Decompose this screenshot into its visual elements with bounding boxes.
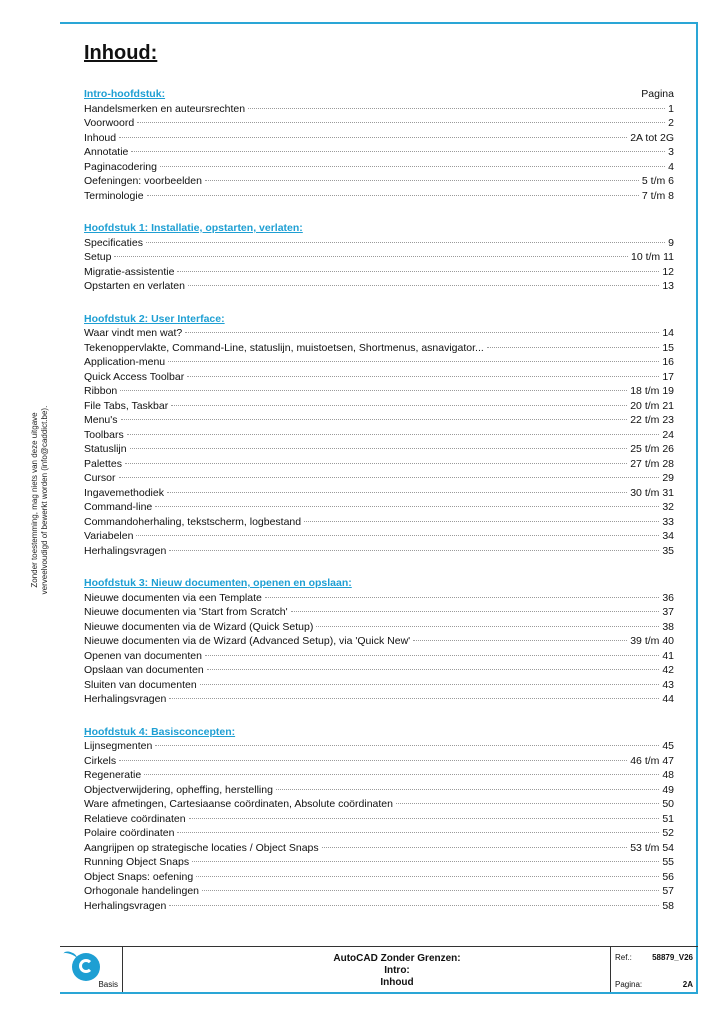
- dot-leader: [205, 655, 659, 656]
- toc-entry: [84, 471, 674, 486]
- toc-entry-label: Opslaan van documenten: [84, 664, 204, 676]
- dot-leader: [487, 347, 660, 348]
- toc-entry: [84, 870, 674, 885]
- toc-entry-page: 32: [662, 501, 674, 513]
- toc-entry: [84, 399, 674, 414]
- toc-entry-page: 55: [662, 856, 674, 868]
- toc-entry-label: Terminologie: [84, 189, 144, 202]
- dot-leader: [125, 463, 627, 464]
- toc-entry-label: Menu's: [84, 414, 118, 426]
- dot-leader: [169, 550, 659, 551]
- toc-entry-label: Orhogonale handelingen: [84, 885, 200, 897]
- toc-entry-page: 16: [662, 356, 674, 368]
- toc-entry-label: Toolbars: [84, 428, 124, 441]
- toc-entry: [84, 500, 674, 515]
- toc-entry-label: Quick Access Toolbar: [84, 370, 185, 383]
- toc-entry-page: 4: [668, 160, 674, 173]
- toc-entry-page: 36: [662, 591, 674, 604]
- page-column-header: Pagina: [641, 88, 674, 100]
- dot-leader: [192, 861, 659, 862]
- toc-entry-label: Sluiten van documenten: [84, 678, 197, 691]
- toc-entry-label: Tekenoppervlakte, Command-Line, statuslijn, muistoetsen, Shortmenus, asnavigator...: [84, 341, 484, 354]
- toc-entry-page: 56: [662, 870, 674, 883]
- toc-entry-label: Application-menu: [84, 356, 166, 368]
- toc-entry: [84, 754, 674, 769]
- section-title: Hoofdstuk 1: Installatie, opstarten, verlaten:: [84, 222, 303, 234]
- dot-leader: [131, 151, 665, 152]
- toc-entry-page: 1: [668, 102, 674, 115]
- toc-entry-page: 37: [662, 606, 674, 618]
- toc-entry-label: Commandoherhaling, tekstscherm, logbestand: [84, 515, 302, 528]
- toc-entry-page: 39 t/m 40: [630, 635, 674, 647]
- dot-leader: [155, 745, 659, 746]
- toc-entry: [84, 145, 674, 160]
- toc-entry: [84, 634, 674, 649]
- toc-entry-label: Variabelen: [84, 530, 134, 542]
- toc-entry: [84, 739, 674, 754]
- logo-cell: [60, 947, 123, 992]
- toc-entry-label: Setup: [84, 251, 112, 263]
- dot-leader: [187, 376, 659, 377]
- dot-leader: [413, 640, 627, 641]
- dot-leader: [177, 832, 659, 833]
- toc-entry: [84, 116, 674, 131]
- side-note-line: Zonder toestemming, mag niets van deze uitgave: [30, 412, 39, 588]
- dot-leader: [322, 847, 628, 848]
- toc-entry: [84, 413, 674, 428]
- toc-section: [84, 221, 674, 294]
- side-note-line: verveelvoudigd of bewerkt worden (info@caddict.be).: [40, 405, 49, 595]
- toc-entry: [84, 768, 674, 783]
- toc-entry-label: Object Snaps: oefening: [84, 870, 194, 883]
- dot-leader: [146, 242, 665, 243]
- toc-entry-page: 25 t/m 26: [630, 443, 674, 455]
- dot-leader: [119, 760, 627, 761]
- toc-entry-page: 17: [662, 370, 674, 383]
- toc-entry-page: 53 t/m 54: [630, 841, 674, 854]
- toc-entry-page: 10 t/m 11: [631, 251, 674, 263]
- dot-leader: [265, 597, 659, 598]
- toc-entry-page: 27 t/m 28: [630, 457, 674, 470]
- toc-entry: [84, 826, 674, 841]
- toc-entry-label: Herhalingsvragen: [84, 899, 167, 912]
- toc-entry-label: Ribbon: [84, 385, 118, 397]
- toc-entry-label: Relatieve coördinaten: [84, 812, 186, 825]
- toc-entry: [84, 663, 674, 678]
- toc-entry-label: Aangrijpen op strategische locaties / Object Snaps: [84, 841, 319, 854]
- dot-leader: [291, 611, 660, 612]
- toc-entry-page: 50: [662, 798, 674, 810]
- footer-title-cell: [123, 947, 671, 992]
- ref-value: 58879_V26: [652, 953, 693, 962]
- toc-entry: [84, 265, 674, 280]
- toc-entry-label: Waar vindt men wat?: [84, 327, 183, 339]
- toc-entry-label: Oefeningen: voorbeelden: [84, 175, 202, 187]
- page-title: Inhoud:: [84, 42, 158, 64]
- dot-leader: [169, 698, 659, 699]
- toc-entry: [84, 783, 674, 798]
- dot-leader: [396, 803, 659, 804]
- toc-entry: [84, 486, 674, 501]
- toc-entry-page: 2: [668, 117, 674, 129]
- toc-entry: [84, 428, 674, 443]
- toc-entry-label: Running Object Snaps: [84, 856, 190, 868]
- dot-leader: [177, 271, 659, 272]
- toc-entry-label: Nieuwe documenten via een Template: [84, 591, 262, 604]
- toc-entry-label: Statuslijn: [84, 443, 127, 455]
- logo-c-icon: [79, 959, 93, 973]
- frame-right-border: [696, 22, 698, 994]
- toc-entry: [84, 812, 674, 827]
- toc-entry-label: Objectverwijdering, opheffing, herstelling: [84, 783, 273, 796]
- toc-entry-label: Nieuwe documenten via 'Start from Scratch': [84, 606, 288, 618]
- footer-line-2: Intro:: [384, 965, 410, 976]
- dot-leader: [202, 890, 659, 891]
- toc-entry-label: Cirkels: [84, 754, 117, 767]
- dot-leader: [207, 669, 660, 670]
- toc-entry-page: 30 t/m 31: [630, 486, 674, 499]
- toc-section: [84, 87, 674, 203]
- dot-leader: [276, 789, 659, 790]
- toc-entry: [84, 620, 674, 635]
- dot-leader: [205, 180, 639, 181]
- dot-leader: [136, 535, 659, 536]
- toc-entry: [84, 236, 674, 251]
- toc-entry: [84, 899, 674, 914]
- toc-section: [84, 576, 674, 707]
- toc-entry-label: Ware afmetingen, Cartesiaanse coördinaten, Absolute coördinaten: [84, 798, 393, 810]
- dot-leader: [167, 492, 627, 493]
- dot-leader: [196, 876, 659, 877]
- toc-entry: [84, 544, 674, 559]
- toc-entry-page: 5 t/m 6: [641, 175, 674, 187]
- page-value: 2A: [682, 980, 693, 989]
- toc-entry: [84, 678, 674, 693]
- section-header: [84, 312, 674, 327]
- toc-entry-page: 34: [662, 530, 674, 542]
- toc-entry: [84, 442, 674, 457]
- toc-entry: [84, 279, 674, 294]
- toc-entry-label: Paginacodering: [84, 160, 157, 173]
- dot-leader: [119, 477, 660, 478]
- dot-leader: [185, 332, 659, 333]
- toc-entry: [84, 250, 674, 265]
- dot-leader: [316, 626, 659, 627]
- dot-leader: [189, 818, 660, 819]
- dot-leader: [127, 434, 660, 435]
- toc-entry-page: 57: [662, 885, 674, 897]
- dot-leader: [248, 108, 665, 109]
- dot-leader: [144, 774, 659, 775]
- toc-entry: [84, 341, 674, 356]
- toc-entry-label: Voorwoord: [84, 117, 135, 129]
- toc-entry: [84, 189, 674, 204]
- frame-top-border: [60, 22, 698, 24]
- toc-entry: [84, 102, 674, 117]
- toc-entry-label: Herhalingsvragen: [84, 544, 167, 557]
- toc-entry-label: Regeneratie: [84, 769, 142, 781]
- dot-leader: [114, 256, 628, 257]
- dot-leader: [130, 448, 628, 449]
- toc-entry-page: 43: [662, 678, 674, 691]
- toc-entry: [84, 355, 674, 370]
- toc-entry-label: Polaire coördinaten: [84, 827, 175, 839]
- ref-label: Ref.:: [615, 953, 632, 962]
- dot-leader: [160, 166, 665, 167]
- toc-entry-page: 42: [662, 664, 674, 676]
- toc-section: [84, 725, 674, 914]
- toc-entry-label: Specificaties: [84, 236, 143, 249]
- toc-entry: [84, 515, 674, 530]
- dot-leader: [200, 684, 660, 685]
- dot-leader: [120, 390, 627, 391]
- table-of-contents: [84, 87, 674, 931]
- toc-entry-label: Palettes: [84, 457, 122, 470]
- toc-entry-page: 13: [662, 280, 674, 292]
- toc-entry-page: 29: [662, 472, 674, 484]
- dot-leader: [188, 285, 659, 286]
- dot-leader: [137, 122, 665, 123]
- toc-entry-label: Lijnsegmenten: [84, 740, 153, 752]
- toc-entry-page: 45: [662, 740, 674, 752]
- section-title: Intro-hoofdstuk:: [84, 88, 166, 100]
- dot-leader: [169, 905, 659, 906]
- page-footer: [60, 946, 698, 993]
- toc-entry: [84, 855, 674, 870]
- page-label: Pagina:: [615, 980, 643, 989]
- section-header: [84, 221, 674, 236]
- toc-entry-label: Handelsmerken en auteursrechten: [84, 102, 246, 115]
- toc-entry-label: Command-line: [84, 501, 153, 513]
- toc-entry-label: Nieuwe documenten via de Wizard (Quick Setup): [84, 620, 314, 633]
- dot-leader: [168, 361, 659, 362]
- toc-entry: [84, 797, 674, 812]
- toc-entry-page: 24: [662, 428, 674, 441]
- toc-entry-page: 20 t/m 21: [630, 399, 674, 412]
- toc-entry: [84, 370, 674, 385]
- toc-entry-page: 15: [662, 341, 674, 354]
- toc-entry: [84, 326, 674, 341]
- toc-entry-page: 18 t/m 19: [630, 385, 674, 397]
- toc-entry: [84, 884, 674, 899]
- copyright-side-note: [30, 400, 60, 600]
- toc-entry-label: Herhalingsvragen: [84, 693, 167, 705]
- toc-entry-page: 12: [662, 265, 674, 278]
- footer-line-1: AutoCAD Zonder Grenzen:: [333, 953, 461, 964]
- toc-entry: [84, 529, 674, 544]
- footer-line-3: Inhoud: [380, 977, 414, 988]
- toc-entry-page: 41: [662, 649, 674, 662]
- toc-entry: [84, 591, 674, 606]
- toc-entry-page: 9: [668, 236, 674, 249]
- toc-entry: [84, 174, 674, 189]
- toc-entry-page: 7 t/m 8: [641, 189, 674, 202]
- toc-entry-label: Migratie-assistentie: [84, 265, 175, 278]
- dot-leader: [171, 405, 627, 406]
- toc-entry-page: 38: [662, 620, 674, 633]
- toc-entry: [84, 692, 674, 707]
- toc-entry-page: 49: [662, 783, 674, 796]
- toc-entry-label: Nieuwe documenten via de Wizard (Advanced Setup), via 'Quick New': [84, 635, 411, 647]
- toc-entry: [84, 605, 674, 620]
- toc-section: [84, 312, 674, 559]
- logo-level-label: Basis: [98, 980, 118, 989]
- toc-entry: [84, 384, 674, 399]
- dot-leader: [119, 137, 627, 138]
- toc-entry-label: Opstarten en verlaten: [84, 280, 185, 292]
- toc-entry-page: 48: [662, 769, 674, 781]
- toc-entry: [84, 649, 674, 664]
- toc-entry-page: 14: [662, 327, 674, 339]
- toc-entry: [84, 131, 674, 146]
- toc-entry-page: 33: [662, 515, 674, 528]
- toc-entry-label: Inhoud: [84, 131, 117, 144]
- dot-leader: [155, 506, 659, 507]
- toc-entry: [84, 457, 674, 472]
- section-header: [84, 576, 674, 591]
- toc-entry-page: 44: [662, 693, 674, 705]
- dot-leader: [304, 521, 659, 522]
- footer-ref-cell: [610, 947, 697, 992]
- toc-entry-page: 22 t/m 23: [630, 414, 674, 426]
- toc-entry: [84, 841, 674, 856]
- toc-entry-page: 3: [668, 146, 674, 158]
- section-title: Hoofdstuk 3: Nieuw documenten, openen en opslaan:: [84, 577, 352, 589]
- toc-entry-label: Annotatie: [84, 146, 129, 158]
- toc-entry-label: File Tabs, Taskbar: [84, 399, 169, 412]
- dot-leader: [121, 419, 628, 420]
- toc-entry-page: 2A tot 2G: [630, 131, 674, 144]
- toc-entry-label: Cursor: [84, 472, 116, 484]
- toc-entry-page: 51: [662, 812, 674, 825]
- section-title: Hoofdstuk 4: Basisconcepten:: [84, 725, 236, 738]
- dot-leader: [147, 195, 639, 196]
- toc-entry-page: 58: [662, 899, 674, 912]
- toc-entry-page: 52: [662, 827, 674, 839]
- section-header: [84, 87, 674, 102]
- toc-entry-label: Openen van documenten: [84, 649, 202, 662]
- toc-entry-label: Ingavemethodiek: [84, 486, 164, 499]
- toc-entry-page: 46 t/m 47: [630, 754, 674, 767]
- section-header: [84, 725, 674, 740]
- toc-entry-page: 35: [662, 544, 674, 557]
- section-title: Hoofdstuk 2: User Interface:: [84, 312, 225, 325]
- toc-entry: [84, 160, 674, 175]
